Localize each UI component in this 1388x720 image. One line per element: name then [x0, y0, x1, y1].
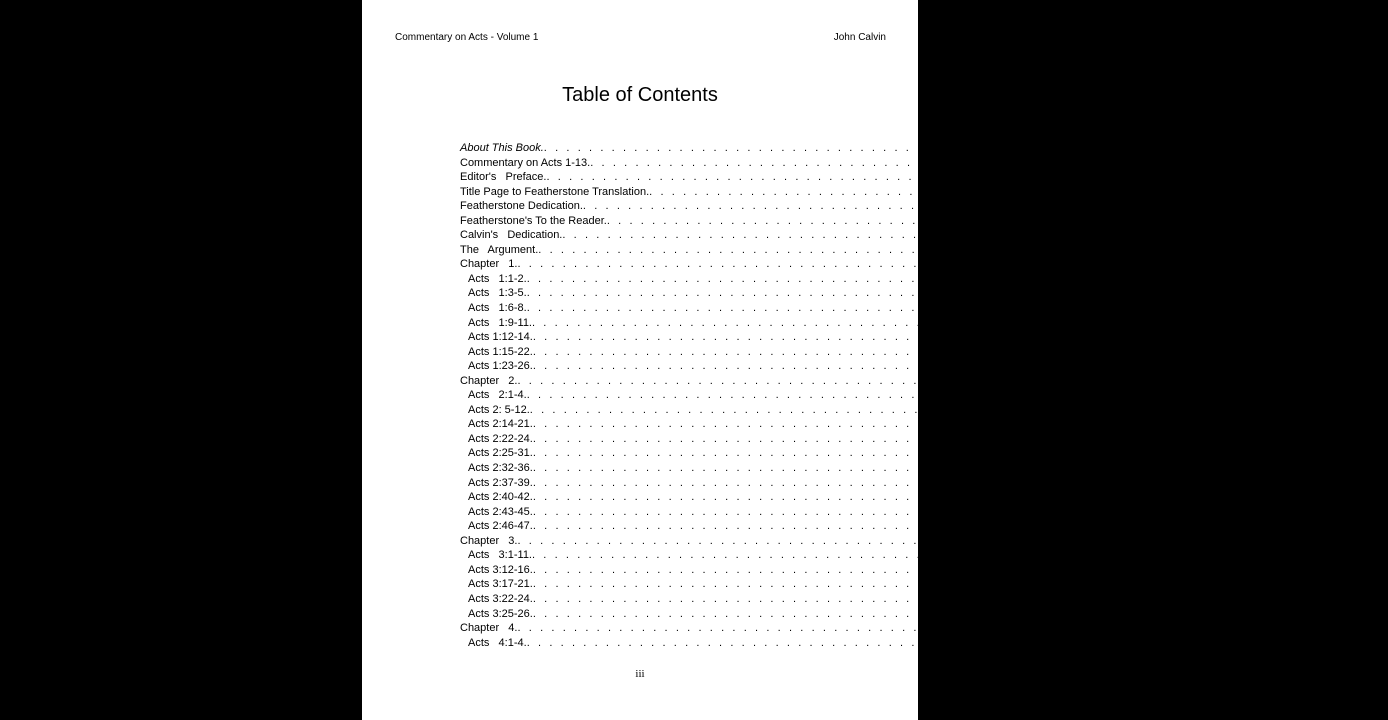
toc-dot-leader: . . . . . . . . . . . . . . . . . . . . . . . . . . . . . . . . . . . . . . . . . . . . . . . . . . . . . . . . . . . . . . . . — [517, 258, 1236, 271]
toc-entry-label: Title Page to Featherstone Translation. — [460, 185, 650, 198]
toc-entry[interactable] — [460, 417, 1278, 432]
toc-entry-page: p. 54 — [1253, 447, 1278, 460]
table-of-contents — [460, 141, 1388, 650]
toc-dot-leader: . . . . . . . . . . . . . . . . . . . . . . . . . . . . . . . . . . . . . . . . . . . . . . . . . . . . . . . . . . . . . . . . — [532, 360, 1252, 373]
toc-dot-leader: . . . . . . . . . . . . . . . . . . . . . . . . . . . . . . . . . . . . . . . . . . . . . . . . . . . . . . . . . . . . . . . . — [526, 636, 1246, 649]
toc-entry-page: p. 28 — [1253, 331, 1278, 344]
toc-entry[interactable] — [460, 214, 1346, 229]
toc-entry-label: Acts 2:43-45. — [468, 505, 533, 518]
toc-entry-page: p. 74 — [1252, 549, 1277, 562]
toc-entry[interactable] — [460, 301, 1272, 316]
toc-entry-label: Acts 2:46-47. — [468, 520, 533, 533]
toc-dot-leader: . . . . . . . . . . . . . . . . . . . . . . . . . . . . . . . . . . . . . . . . . . . . . . . . . . . . . . . . . . . . . . . . — [532, 592, 1252, 605]
toc-dot-leader: . . . . . . . . . . . . . . . . . . . . . . . . . . . . . . . . . . . . . . . . . . . . . . . . . . . . . . . . . . . . . . . . — [526, 389, 1246, 402]
toc-entry-label: Acts 2:14-21. — [468, 418, 533, 431]
running-header-title: Commentary on Acts - Volume 1 — [395, 32, 539, 43]
toc-dot-leader: . . . . . . . . . . . . . . . . . . . . . . . . . . . . . . . . . . . . . . . . . . . . . . . . . . . . . . . . . . . . . . . . — [532, 607, 1252, 620]
toc-entry-label: Featherstone Dedication. — [460, 200, 583, 213]
toc-entry-page: p. 22 — [1247, 302, 1272, 315]
toc-entry[interactable] — [460, 156, 1329, 171]
toc-dot-leader: . . . . . . . . . . . . . . . . . . . . . . . . . . . . . . . . . . . . . . . . . . . . . . . . . . . . . . . . . . . . . . . . — [543, 142, 1263, 154]
toc-entry-label: Acts 1:9-11. — [468, 316, 532, 329]
toc-entry[interactable] — [460, 345, 1278, 360]
toc-entry[interactable] — [460, 286, 1272, 301]
toc-entry-label: Chapter 1. — [460, 258, 518, 271]
toc-entry[interactable] — [460, 403, 1275, 418]
toc-entry-label: Acts 1:23-26. — [468, 360, 533, 373]
toc-entry-label: Acts 2:22-24. — [468, 432, 533, 445]
page-title: Table of Contents — [562, 84, 718, 106]
toc-entry[interactable] — [460, 490, 1278, 505]
document-page — [362, 0, 1388, 720]
toc-dot-leader: . . . . . . . . . . . . . . . . . . . . . . . . . . . . . . . . . . . . . . . . . . . . . . . . . . . . . . . . . . . . . . . . — [529, 403, 1249, 416]
toc-entry[interactable] — [460, 636, 1272, 651]
toc-entry[interactable] — [460, 257, 1263, 272]
toc-dot-leader: . . . . . . . . . . . . . . . . . . . . . . . . . . . . . . . . . . . . . . . . . . . . . . . . . . . . . . . . . . . . . . . . — [606, 214, 1326, 227]
page-number: iii — [635, 668, 645, 680]
toc-entry[interactable] — [460, 432, 1278, 447]
toc-dot-leader: . . . . . . . . . . . . . . . . . . . . . . . . . . . . . . . . . . . . . . . . . . . . . . . . . . . . . . . . . . . . . . . . — [532, 578, 1252, 591]
toc-entry-label: Acts 1:15-22. — [468, 345, 533, 358]
toc-dot-leader: . . . . . . . . . . . . . . . . . . . . . . . . . . . . . . . . . . . . . . . . . . . . . . . . . . . . . . . . . . . . . . . . — [532, 418, 1252, 431]
toc-entry[interactable] — [460, 505, 1278, 520]
toc-entry-label: Calvin's Dedication. — [460, 229, 563, 242]
toc-entry-page: p. 31 — [1253, 345, 1278, 358]
toc-entry-page: p. 78 — [1253, 563, 1278, 576]
toc-entry-page: p. 74 — [1237, 534, 1263, 547]
toc-dot-leader: . . . . . . . . . . . . . . . . . . . . . . . . . . . . . . . . . . . . . . . . . . . . . . . . . . . . . . . . . . . . . . . . — [562, 229, 1281, 242]
toc-entry-label: Editor's Preface. — [460, 171, 547, 184]
toc-entry-label: Acts 2:40-42. — [468, 491, 533, 504]
toc-dot-leader: . . . . . . . . . . . . . . . . . . . . . . . . . . . . . . . . . . . . . . . . . . . . . . . . . . . . . . . . . . . . . . . . — [532, 505, 1252, 518]
toc-entry-page: p. 26 — [1252, 316, 1277, 329]
toc-dot-leader: . . . . . . . . . . . . . . . . . . . . . . . . . . . . . . . . . . . . . . . . . . . . . . . . . . . . . . . . . . . . . . . . — [532, 447, 1252, 460]
toc-dot-leader: . . . . . . . . . . . . . . . . . . . . . . . . . . . . . . . . . . . . . . . . . . . . . . . . . . . . . . . . . . . . . . . . — [538, 243, 1257, 256]
toc-entry-page: p. 67 — [1253, 491, 1278, 504]
toc-entry-page: p. ii — [1264, 142, 1282, 154]
toc-entry-label: Acts 3:17-21. — [468, 578, 533, 591]
toc-entry-label: Chapter 4. — [460, 622, 518, 635]
toc-entry-page: p. 59 — [1253, 462, 1278, 475]
toc-entry-label: Acts 3:1-11. — [468, 549, 532, 562]
toc-entry[interactable] — [460, 243, 1284, 258]
toc-dot-leader: . . . . . . . . . . . . . . . . . . . . . . . . . . . . . . . . . . . . . . . . . . . . . . . . . . . . . . . . . . . . . . . . — [532, 563, 1252, 576]
toc-entry[interactable] — [460, 228, 1302, 243]
toc-dot-leader: . . . . . . . . . . . . . . . . . . . . . . . . . . . . . . . . . . . . . . . . . . . . . . . . . . . . . . . . . . . . . . . . — [532, 491, 1252, 504]
toc-entry[interactable] — [460, 621, 1263, 636]
toc-entry-page: p. 7 — [1282, 229, 1302, 242]
toc-entry[interactable] — [460, 548, 1277, 563]
toc-entry-label: Acts 2:25-31. — [468, 447, 533, 460]
toc-entry-page: p. 2 — [1266, 171, 1286, 184]
toc-entry-label: About This Book. — [460, 142, 544, 154]
toc-entry-page: p. 62 — [1253, 476, 1278, 489]
toc-entry[interactable] — [460, 316, 1277, 331]
toc-entry[interactable] — [460, 330, 1278, 345]
toc-dot-leader: . . . . . . . . . . . . . . . . . . . . . . . . . . . . . . . . . . . . . . . . . . . . . . . . . . . . . . . . . . . . . . . . — [532, 316, 1251, 329]
toc-entry-page: p. 71 — [1253, 520, 1278, 533]
toc-entry-label: Chapter 3. — [460, 534, 518, 547]
toc-entry[interactable] — [460, 534, 1263, 549]
toc-entry-page: p. 3 — [1369, 185, 1388, 198]
toc-entry-page: p. 91 — [1237, 622, 1263, 635]
toc-dot-leader: . . . . . . . . . . . . . . . . . . . . . . . . . . . . . . . . . . . . . . . . . . . . . . . . . . . . . . . . . . . . . . . . — [517, 534, 1236, 547]
toc-dot-leader: . . . . . . . . . . . . . . . . . . . . . . . . . . . . . . . . . . . . . . . . . . . . . . . . . . . . . . . . . . . . . . . . — [532, 476, 1252, 489]
toc-entry-page: p. 36 — [1253, 360, 1278, 373]
toc-entry[interactable] — [460, 519, 1278, 534]
toc-dot-leader: . . . . . . . . . . . . . . . . . . . . . . . . . . . . . . . . . . . . . . . . . . . . . . . . . . . . . . . . . . . . . . . . — [517, 374, 1236, 387]
toc-dot-leader: . . . . . . . . . . . . . . . . . . . . . . . . . . . . . . . . . . . . . . . . . . . . . . . . . . . . . . . . . . . . . . . . — [532, 345, 1252, 358]
toc-entry[interactable] — [460, 170, 1286, 185]
toc-dot-leader: . . . . . . . . . . . . . . . . . . . . . . . . . . . . . . . . . . . . . . . . . . . . . . . . . . . . . . . . . . . . . . . . — [532, 520, 1252, 533]
toc-entry-page: p. 13 — [1258, 243, 1284, 256]
toc-entry-label: Acts 3:22-24. — [468, 592, 533, 605]
toc-entry-label: Acts 2:32-36. — [468, 462, 533, 475]
toc-entry-label: Acts 1:12-14. — [468, 331, 533, 344]
toc-entry-label: Acts 2: 5-12. — [468, 403, 530, 416]
toc-entry-label: Acts 3:12-16. — [468, 563, 533, 576]
toc-entry[interactable] — [460, 359, 1278, 374]
toc-entry-page: p. 69 — [1253, 505, 1278, 518]
toc-entry-page: p. 91 — [1247, 636, 1272, 649]
toc-entry[interactable] — [460, 461, 1278, 476]
toc-entry-label: Acts 2:1-4. — [468, 389, 527, 402]
toc-entry-page: p. 4 — [1303, 200, 1322, 213]
toc-entry-page: p. 16 — [1247, 272, 1272, 285]
toc-entry-page: p. 42 — [1250, 403, 1275, 416]
toc-entry[interactable] — [460, 199, 1322, 214]
toc-dot-leader: . . . . . . . . . . . . . . . . . . . . . . . . . . . . . . . . . . . . . . . . . . . . . . . . . . . . . . . . . . . . . . . . — [526, 302, 1246, 315]
toc-entry-label: The Argument. — [460, 243, 539, 256]
toc-entry[interactable] — [460, 607, 1278, 622]
toc-entry-page: p. 18 — [1247, 287, 1272, 300]
toc-dot-leader: . . . . . . . . . . . . . . . . . . . . . . . . . . . . . . . . . . . . . . . . . . . . . . . . . . . . . . . . . . . . . . . . — [532, 331, 1252, 344]
toc-entry[interactable] — [460, 476, 1278, 491]
toc-entry-page: p. 6 — [1327, 214, 1346, 227]
toc-dot-leader: . . . . . . . . . . . . . . . . . . . . . . . . . . . . . . . . . . . . . . . . . . . . . . . . . . . . . . . . . . . . . . . . — [546, 171, 1265, 184]
toc-entry[interactable] — [460, 388, 1272, 403]
toc-entry[interactable] — [460, 141, 1282, 156]
toc-dot-leader: . . . . . . . . . . . . . . . . . . . . . . . . . . . . . . . . . . . . . . . . . . . . . . . . . . . . . . . . . . . . . . . . — [517, 622, 1236, 635]
toc-entry-page: p. 39 — [1237, 374, 1263, 387]
toc-dot-leader: . . . . . . . . . . . . . . . . . . . . . . . . . . . . . . . . . . . . . . . . . . . . . . . . . . . . . . . . . . . . . . . . — [582, 200, 1302, 213]
toc-entry-page: p. 16 — [1237, 258, 1263, 271]
toc-entry-label: Featherstone's To the Reader. — [460, 214, 607, 227]
toc-entry[interactable] — [460, 592, 1278, 607]
toc-dot-leader: . . . . . . . . . . . . . . . . . . . . . . . . . . . . . . . . . . . . . . . . . . . . . . . . . . . . . . . . . . . . . . . . — [649, 185, 1368, 198]
toc-dot-leader: . . . . . . . . . . . . . . . . . . . . . . . . . . . . . . . . . . . . . . . . . . . . . . . . . . . . . . . . . . . . . . . . — [532, 549, 1251, 562]
running-header-author: John Calvin — [833, 32, 886, 43]
toc-entry-page: p. 50 — [1253, 432, 1278, 445]
toc-entry-page: p. 39 — [1247, 389, 1272, 402]
toc-entry-label: Acts 1:6-8. — [468, 302, 527, 315]
toc-entry[interactable] — [460, 374, 1263, 389]
toc-entry-label: Chapter 2. — [460, 374, 518, 387]
toc-entry-label: Commentary on Acts 1-13. — [460, 156, 591, 169]
toc-entry-page: p. 44 — [1253, 418, 1278, 431]
toc-entry[interactable] — [460, 577, 1278, 592]
toc-entry-label: Acts 3:25-26. — [468, 607, 533, 620]
toc-entry[interactable] — [460, 185, 1388, 200]
toc-dot-leader: . . . . . . . . . . . . . . . . . . . . . . . . . . . . . . . . . . . . . . . . . . . . . . . . . . . . . . . . . . . . . . . . — [532, 432, 1252, 445]
toc-entry-label: Acts 2:37-39. — [468, 476, 533, 489]
toc-entry-page: p. 84 — [1253, 592, 1278, 605]
toc-entry[interactable] — [460, 272, 1272, 287]
toc-dot-leader: . . . . . . . . . . . . . . . . . . . . . . . . . . . . . . . . . . . . . . . . . . . . . . . . . . . . . . . . . . . . . . . . — [526, 272, 1246, 285]
toc-entry-label: Acts 1:1-2. — [468, 272, 527, 285]
toc-dot-leader: . . . . . . . . . . . . . . . . . . . . . . . . . . . . . . . . . . . . . . . . . . . . . . . . . . . . . . . . . . . . . . . . — [526, 287, 1246, 300]
toc-dot-leader: . . . . . . . . . . . . . . . . . . . . . . . . . . . . . . . . . . . . . . . . . . . . . . . . . . . . . . . . . . . . . . . . — [590, 156, 1309, 169]
toc-entry-page: p. 1 — [1310, 156, 1329, 169]
toc-entry-label: Acts 1:3-5. — [468, 287, 527, 300]
toc-entry[interactable] — [460, 446, 1278, 461]
toc-entry-label: Acts 4:1-4. — [468, 636, 527, 649]
toc-dot-leader: . . . . . . . . . . . . . . . . . . . . . . . . . . . . . . . . . . . . . . . . . . . . . . . . . . . . . . . . . . . . . . . . — [532, 462, 1252, 475]
toc-entry-page: p. 87 — [1253, 607, 1278, 620]
toc-entry-page: p. 81 — [1253, 578, 1278, 591]
toc-entry[interactable] — [460, 563, 1278, 578]
